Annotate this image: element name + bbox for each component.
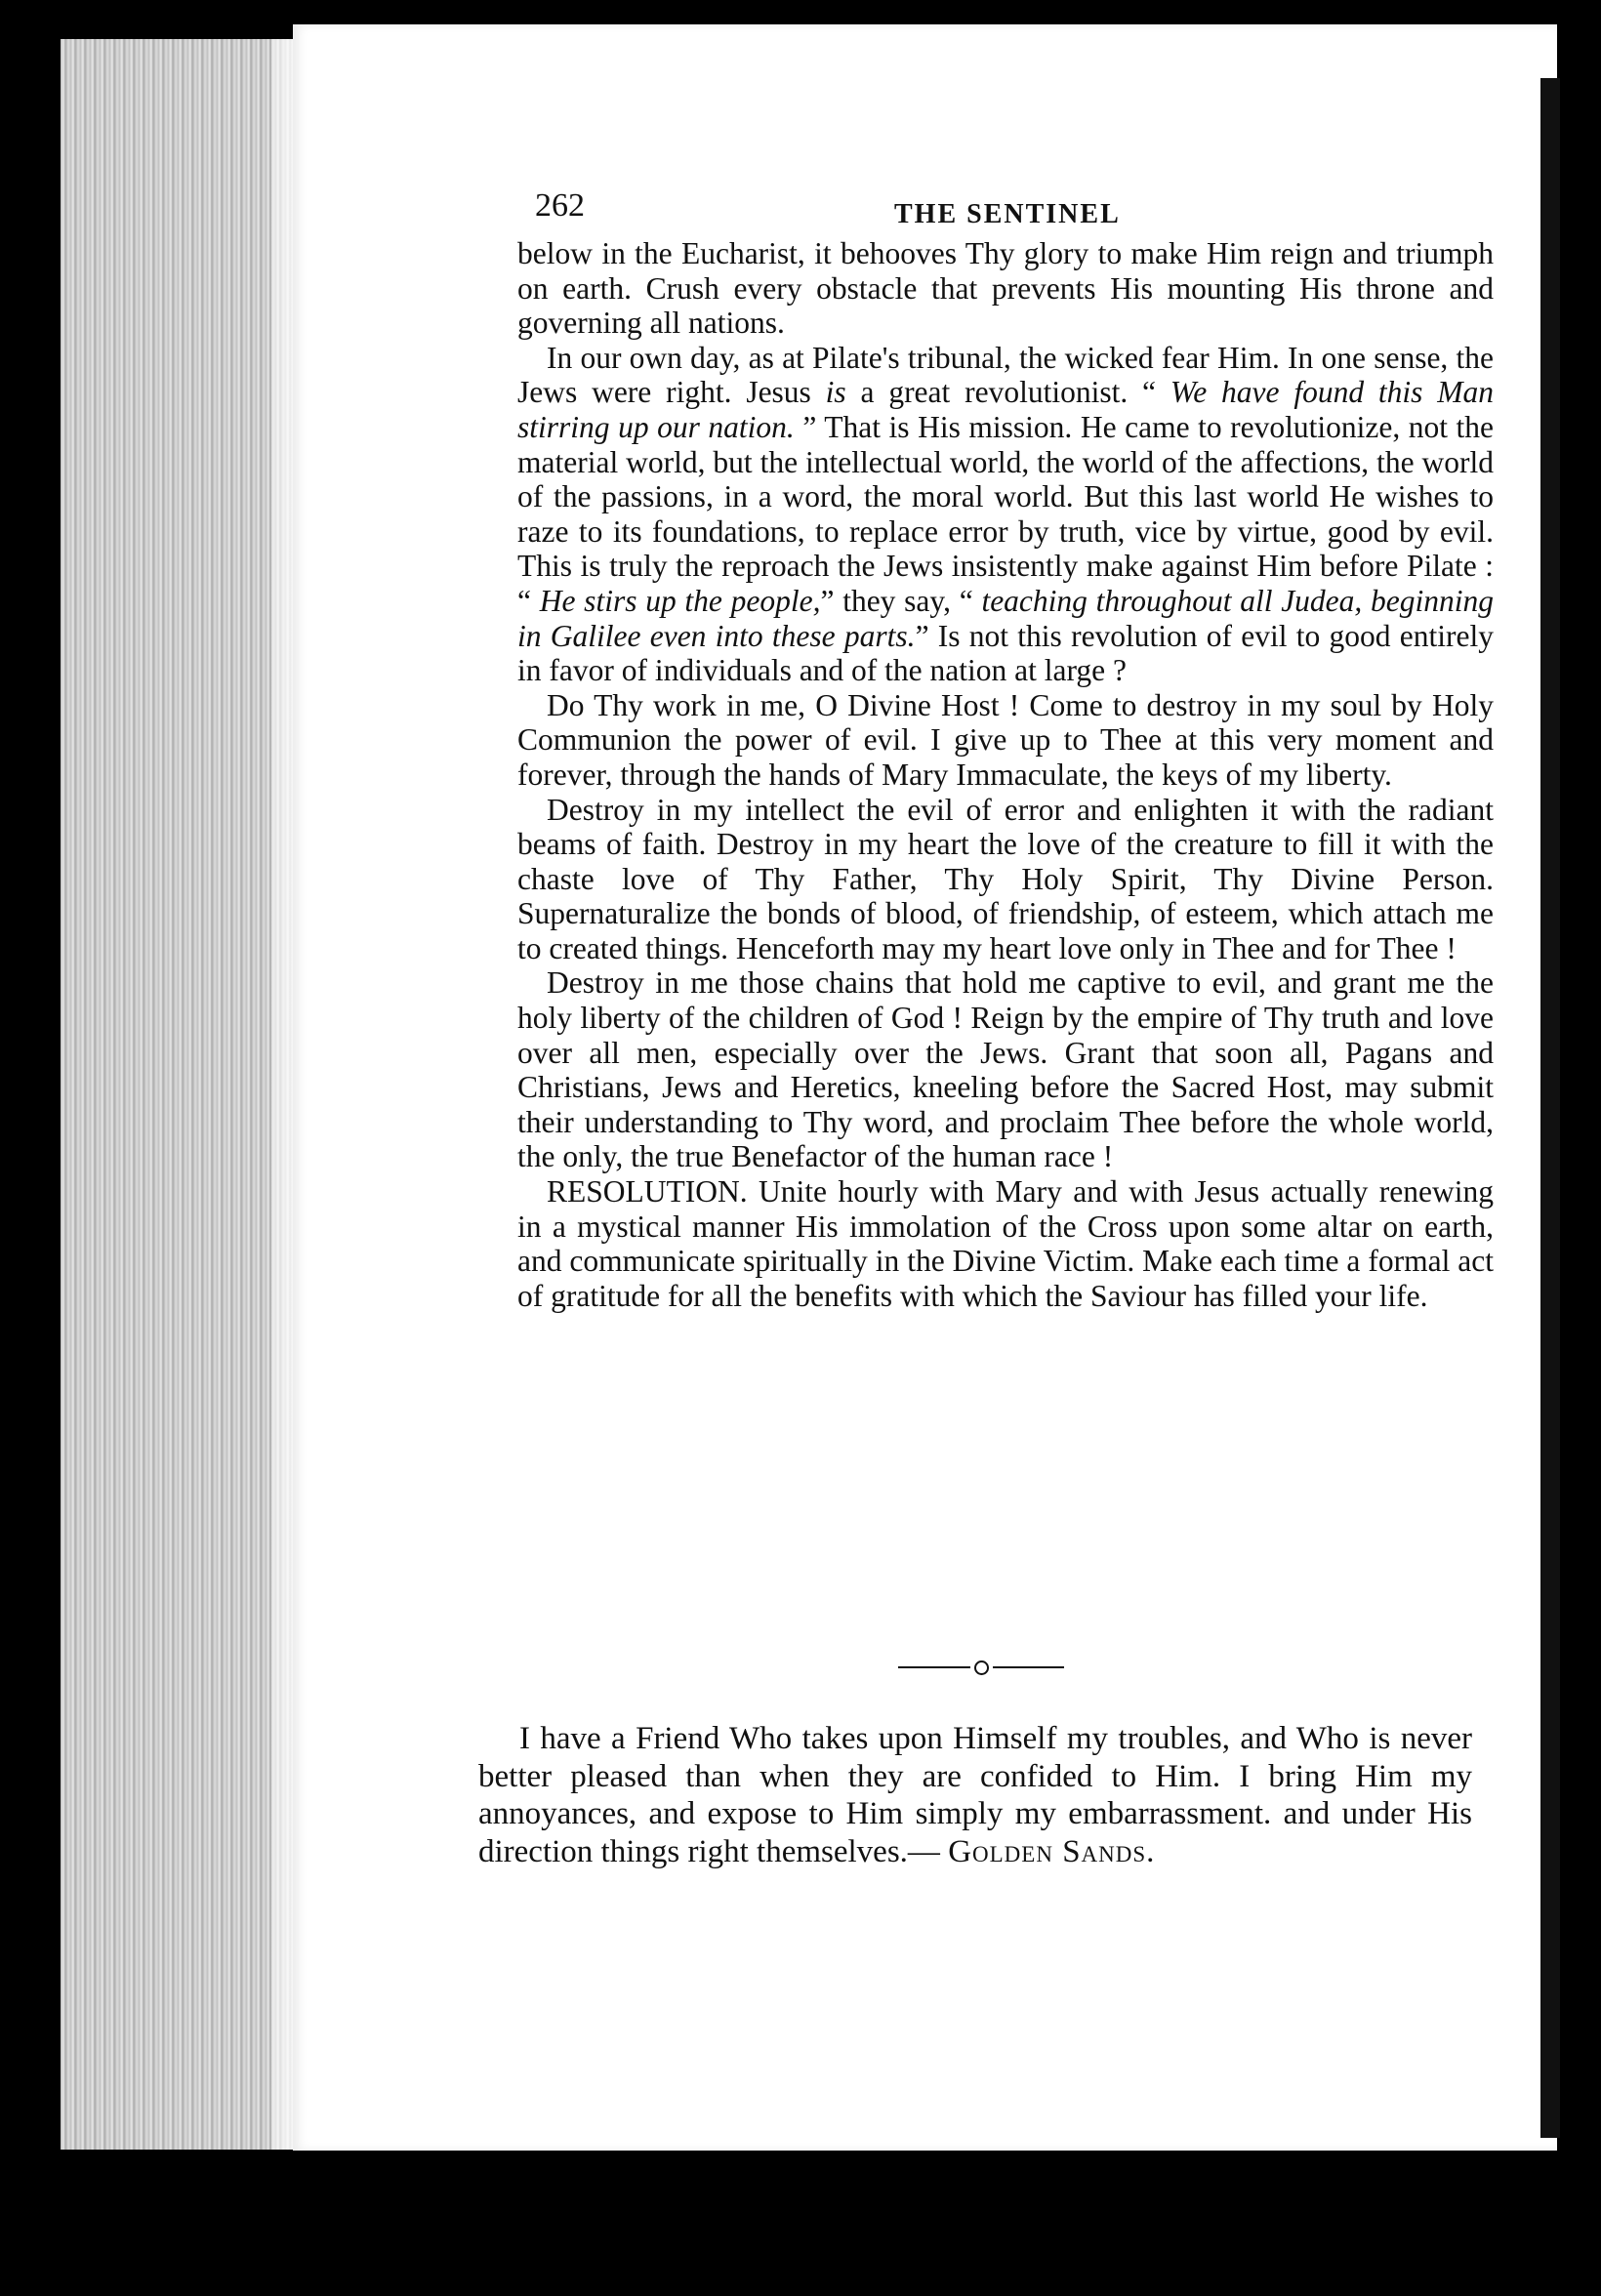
paragraph-5: Destroy in me those chains that hold me captive to evil, and grant me the holy liberty of the children of God ! Reign by the empire of Thy truth and love over all men, especially over the Jews. Grant that soon all, Pagans and Christians, Jews and Heretics, kneeling before the Sacred Host, may submit their understanding to Thy word, and proclaim Thee before the whole world, the only, the true Benefactor of the human race ! xyxy=(517,965,1494,1174)
paragraph-2-text-i: ” Is not this revolution of evil to good entirely in favor of individuals and of the nation at large ? xyxy=(517,618,1495,688)
paragraph-2-italic-quote-3: teaching throughout all Judea, beginning in Galilee even into these parts. xyxy=(517,583,1494,653)
paragraph-resolution: RESOLUTION. Unite hourly with Mary and with Jesus actually renewing in a mystical manner His immolation of the Cross upon some altar on earth, and communicate spiritually in the Divine Victim. Make each time a formal act of gratitude for all the benefits with which the Saviour has filled your life. xyxy=(517,1174,1494,1313)
section-divider xyxy=(898,1658,1064,1677)
paragraph-3: Do Thy work in me, O Divine Host ! Come to destroy in my soul by Holy Communion the power of evil. I give up to Thee at this very moment and forever, through the hands of Mary Immaculate, the keys of my liberty. xyxy=(517,687,1494,792)
body-text xyxy=(517,236,1494,1313)
quote-paragraph xyxy=(478,1720,1472,1870)
page-header xyxy=(535,187,1472,236)
divider-rule-right xyxy=(993,1666,1065,1668)
page-number: 262 xyxy=(535,187,585,224)
divider-circle-ornament xyxy=(974,1660,989,1675)
divider-rule-left xyxy=(898,1666,970,1668)
paragraph-1: below in the Eucharist, it behooves Thy glory to make Him reign and triumph on earth. Crush every obstacle that prevents His mounting His throne and governing all nations. xyxy=(517,236,1494,341)
closing-quote xyxy=(478,1720,1472,1870)
paragraph-2 xyxy=(517,341,1494,688)
paragraph-2-text-c: a great revolutionist. “ xyxy=(845,375,1170,410)
paragraph-2-italic-quote-1: We have found this Man stirring up our nation. xyxy=(517,375,1495,444)
paragraph-2-text-g: ” they say, “ xyxy=(820,583,982,618)
paragraph-2-italic-is: is xyxy=(825,375,846,410)
paragraph-4: Destroy in my intellect the evil of error and enlighten it with the radiant beams of faith. Destroy in my heart the love of the creature to fill it with the chaste love of Thy Father, Thy Holy Spirit, Thy Divine Person. Supernaturalize the bonds of blood, of friendship, of esteem, which attach me to created things. Henceforth may my heart love only in Thee and for Thee ! xyxy=(517,792,1494,965)
quote-text: I have a Friend Who takes upon Himself my troubles, and Who is never better pleased than when they are confided to Him. I bring Him my annoyances, and expose to Him simply my embarrassment. and under His direction things right themselves.— xyxy=(478,1721,1472,1869)
paragraph-2-text-e: ” That is His mission. He came to revolutionize, not the material world, but the intellectual world, the world of the affections, the world of the passions, in a word, the moral world. But this last world He wishes to raze to its foundations, to replace error by truth, vice by virtue, good by evil. This is truly the reproach the Jews insistently make against Him before Pilate : “ xyxy=(517,409,1495,618)
paragraph-2-italic-quote-2: He stirs up the people, xyxy=(539,583,821,618)
right-page-shadow xyxy=(1540,78,1560,2138)
running-head: THE SENTINEL xyxy=(894,199,1121,229)
quote-source: Golden Sands. xyxy=(948,1833,1156,1869)
book-page-edges xyxy=(61,39,301,2150)
paragraph-2-text-a: In our own day, as at Pilate's tribunal, the wicked fear Him. In one sense, the Jews were right. Jesus xyxy=(517,340,1494,410)
